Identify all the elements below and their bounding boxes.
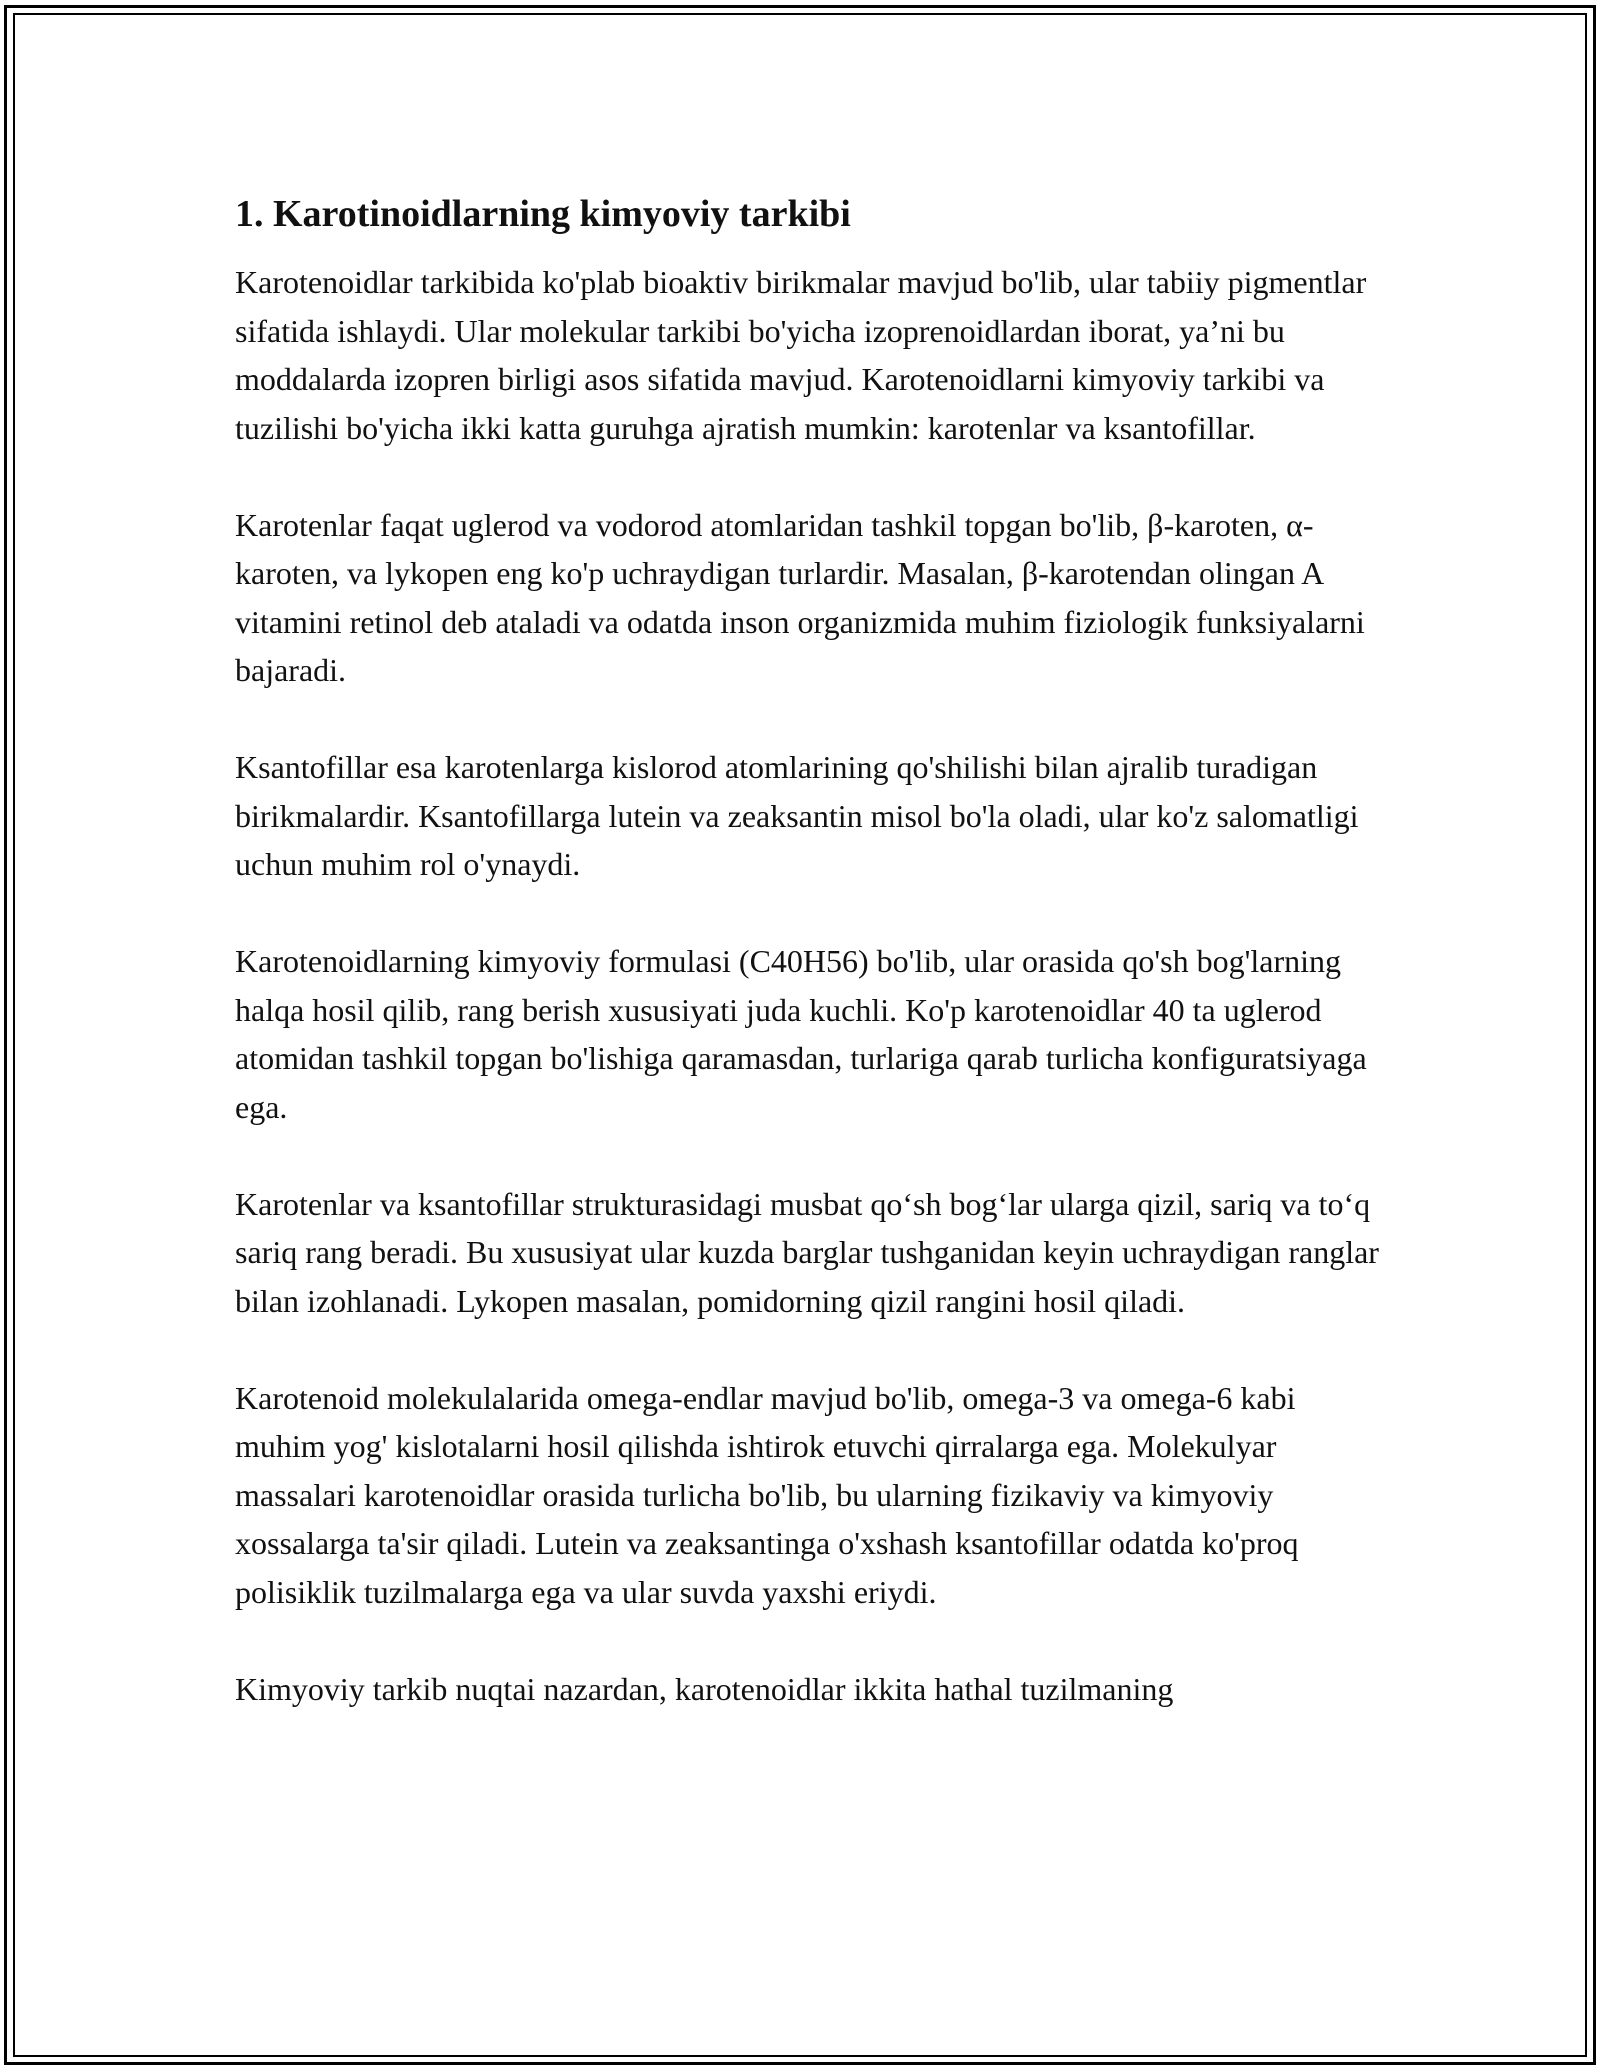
paragraph-6: Karotenoid molekulalarida omega-endlar mavjud bo'lib, omega-3 va omega-6 kabi muhim yog' kislotalarni hosil qilishda ishtirok etuvchi qirralarga ega. Molekulyar massalari karotenoidlar orasida turlicha bo'lib, bu ularning fizikaviy va kimyoviy xossalarga ta'sir qiladi. Lutein va zeaksantinga o'xshash ksantofillar odatda ko'proq polisiklik tuzilmalarga ega va ular suvda yaxshi eriydi. <box>235 1379 1299 1610</box>
paragraph-1: Karotenoidlar tarkibida ko'plab bioaktiv birikmalar mavjud bo'lib, ular tabiiy pigmentlar sifatida ishlaydi. Ular molekular tarkibi bo'yicha izoprenoidlardan iborat, ya’ni bu moddalarda izopren birligi asos sifatida mavjud. Karotenoidlarni kimyoviy tarkibi va tuzilishi bo'yicha ikki katta guruhga ajratish mumkin: karotenlar va ksantofillar. <box>235 264 1367 446</box>
paragraph-3: Ksantofillar esa karotenlarga kislorod atomlarining qo'shilishi bilan ajralib turadigan birikmalardir. Ksantofillarga lutein va zeaksantin misol bo'la oladi, ular ko'z salomatligi uchun muhim rol o'ynaydi. <box>235 749 1359 882</box>
document-body <box>235 186 1385 1762</box>
paragraph-4: Karotenoidlarning kimyoviy formulasi (C40H56) bo'lib, ular orasida qo'sh bog'larning halqa hosil qilib, rang berish xususiyati juda kuchli. Ko'p karotenoidlar 40 ta uglerod atomidan tashkil topgan bo'lishiga qaramasdan, turlariga qarab turlicha konfiguratsiyaga ega. <box>235 943 1367 1125</box>
paragraph-7: Kimyoviy tarkib nuqtai nazardan, karotenoidlar ikkita hathal tuzilmaning <box>235 1670 1174 1707</box>
paragraph-5: Karotenlar va ksantofillar strukturasidagi musbat qo‘sh bog‘lar ularga qizil, sariq va to‘q sariq rang beradi. Bu xususiyat ular kuzda barglar tushganidan keyin uchraydigan ranglar bilan izohlanadi. Lykopen masalan, pomidorning qizil rangini hosil qiladi. <box>235 1185 1379 1319</box>
section-heading: 1. Karotinoidlarning kimyoviy tarkibi <box>235 193 851 235</box>
paragraph-2: Karotenlar faqat uglerod va vodorod atomlaridan tashkil topgan bo'lib, β-karoten, α-karoten, va lykopen eng ko'p uchraydigan turlardir. Masalan, β-karotendan olingan A vitamini retinol deb ataladi va odatda inson organizmida muhim fiziologik funksiyalarni bajaradi. <box>235 506 1365 688</box>
